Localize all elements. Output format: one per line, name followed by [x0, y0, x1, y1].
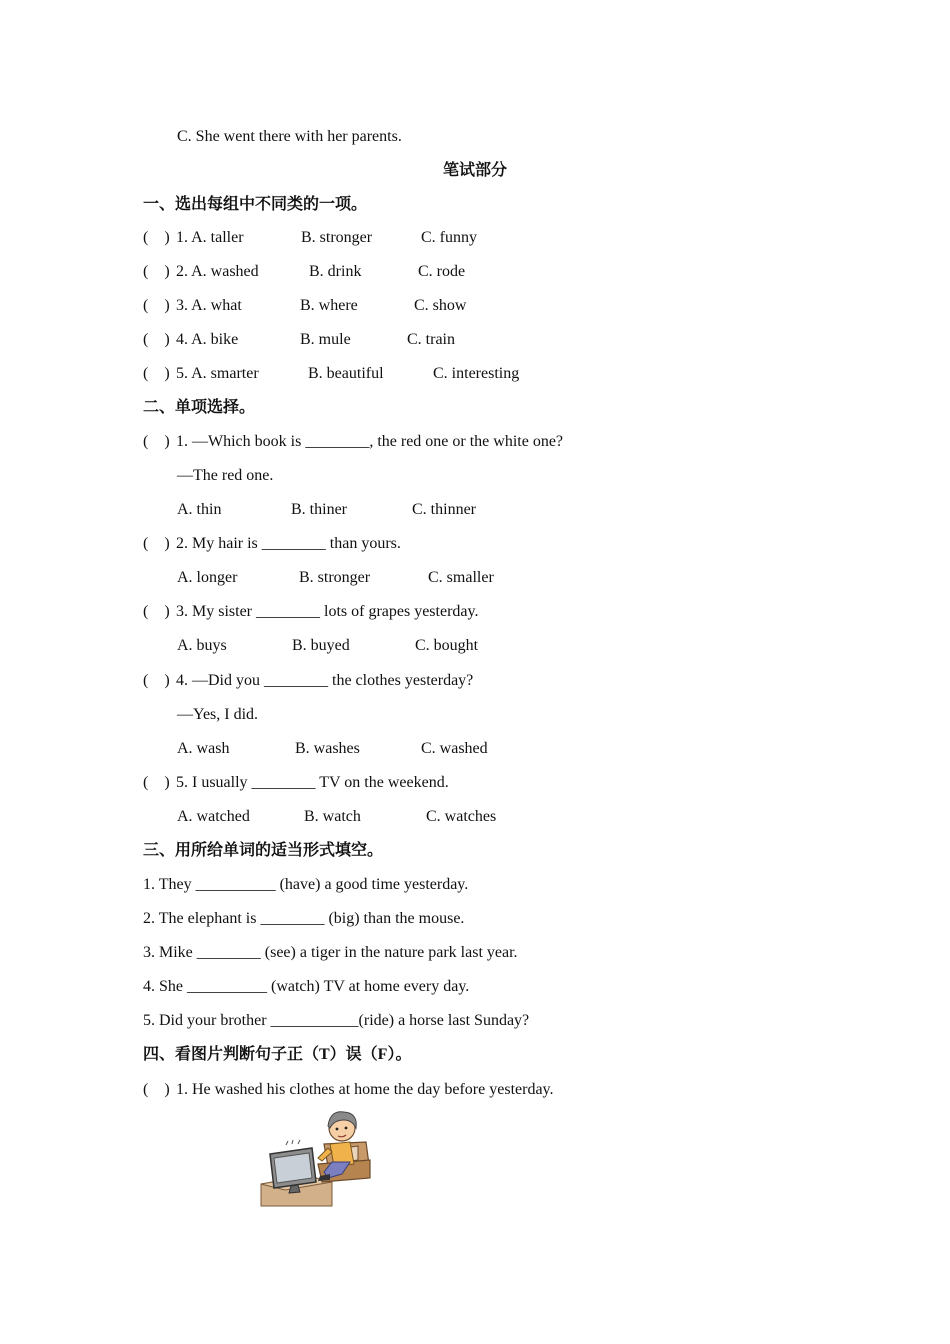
option-c: C. train [407, 331, 455, 348]
dialogue-reply: —The red one. [177, 467, 274, 484]
answer-bracket: ( ) [143, 331, 170, 348]
boy-watching-tv-icon [258, 1108, 376, 1208]
option-b: B. where [300, 297, 358, 314]
written-part-title: 笔试部分 [442, 162, 507, 179]
option-b: B. watch [304, 808, 361, 825]
question-stem: 4. A. bike [176, 331, 239, 348]
question-stem: 2. My hair is ________ than yours. [176, 535, 401, 552]
option-a: A. thin [177, 501, 222, 518]
option-b: B. drink [309, 263, 362, 280]
question-stem: 3. A. what [176, 297, 242, 314]
question-stem: 4. —Did you ________ the clothes yesterday? [176, 672, 474, 689]
question-stem: 1. A. taller [176, 229, 244, 246]
option-c: C. watches [426, 808, 497, 825]
fill-in-item-2: 2. The elephant is ________ (big) than the mouse. [143, 910, 465, 927]
option-b: B. mule [300, 331, 351, 348]
option-c: C. funny [421, 229, 477, 246]
answer-bracket: ( ) [143, 229, 170, 246]
question-stem: 2. A. washed [176, 263, 259, 280]
option-b: B. washes [295, 740, 360, 757]
question-stem: 5. I usually ________ TV on the weekend. [176, 774, 449, 791]
fill-in-item-1: 1. They __________ (have) a good time yesterday. [143, 876, 469, 893]
answer-bracket: ( ) [143, 1081, 170, 1098]
option-c: C. show [414, 297, 467, 314]
answer-bracket: ( ) [143, 535, 170, 552]
option-b: B. stronger [301, 229, 373, 246]
fill-in-item-4: 4. She __________ (watch) TV at home every day. [143, 978, 470, 995]
answer-bracket: ( ) [143, 297, 170, 314]
option-b: B. thiner [291, 501, 347, 518]
option-c: C. thinner [412, 501, 476, 518]
question-stem: 1. —Which book is ________, the red one or the white one? [176, 433, 564, 450]
answer-bracket: ( ) [143, 365, 170, 382]
answer-bracket: ( ) [143, 433, 170, 450]
answer-bracket: ( ) [143, 672, 170, 689]
option-c: C. interesting [433, 365, 520, 382]
option-c: C. rode [418, 263, 466, 280]
option-c: C. bought [415, 637, 479, 654]
section-2-title: 二、单项选择。 [143, 399, 256, 416]
option-a: A. longer [177, 569, 238, 586]
option-b: B. stronger [299, 569, 371, 586]
question-stem: 1. He washed his clothes at home the day before yesterday. [176, 1081, 554, 1098]
fill-in-item-5: 5. Did your brother ___________(ride) a horse last Sunday? [143, 1012, 530, 1029]
option-c: C. smaller [428, 569, 494, 586]
question-stem: 3. My sister ________ lots of grapes yesterday. [176, 603, 479, 620]
dialogue-reply: —Yes, I did. [177, 706, 259, 723]
fill-in-item-3: 3. Mike ________ (see) a tiger in the nature park last year. [143, 944, 518, 961]
option-b: B. buyed [292, 637, 350, 654]
answer-bracket: ( ) [143, 774, 170, 791]
section-4-title: 四、看图片判断句子正（T）误（F）。 [143, 1046, 412, 1063]
option-a: A. buys [177, 637, 227, 654]
answer-bracket: ( ) [143, 603, 170, 620]
previous-option-c: C. She went there with her parents. [177, 128, 402, 145]
answer-bracket: ( ) [143, 263, 170, 280]
section-1-title: 一、选出每组中不同类的一项。 [143, 196, 368, 213]
option-a: A. watched [177, 808, 250, 825]
option-b: B. beautiful [308, 365, 384, 382]
option-a: A. wash [177, 740, 230, 757]
question-stem: 5. A. smarter [176, 365, 259, 382]
option-c: C. washed [421, 740, 488, 757]
section-3-title: 三、用所给单词的适当形式填空。 [143, 842, 384, 859]
